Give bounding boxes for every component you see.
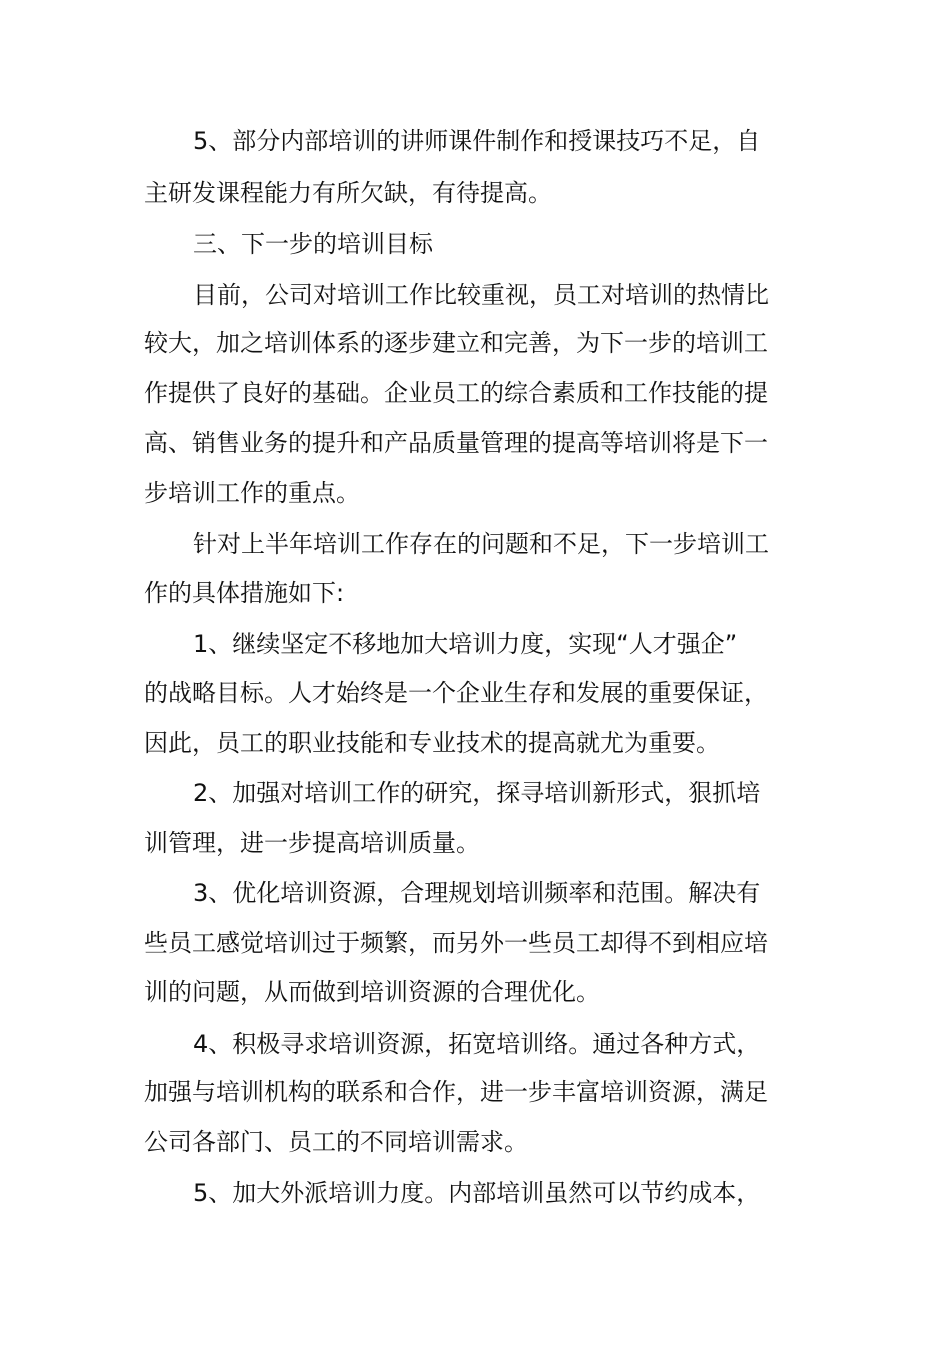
- text-line-4: 目前，公司对培训工作比较重视，员工对培训的热情比: [193, 281, 769, 309]
- text-line-2: 主研发课程能力有所欠缺，有待提高。: [144, 179, 552, 207]
- text-line-12: 的战略目标。人才始终是一个企业生存和发展的重要保证，: [144, 679, 768, 707]
- text-line-19: 4、积极寻求培训资源，拓宽培训络。通过各种方式，: [193, 1030, 761, 1058]
- text-line-13: 因此，员工的职业技能和专业技术的提高就尤为重要。: [144, 729, 720, 757]
- text-line-9: 针对上半年培训工作存在的问题和不足，下一步培训工: [193, 530, 769, 558]
- text-line-5: 较大，加之培训体系的逐步建立和完善，为下一步的培训工: [144, 329, 768, 357]
- text-line-20: 加强与培训机构的联系和合作，进一步丰富培训资源，满足: [144, 1078, 768, 1106]
- text-line-7: 高、销售业务的提升和产品质量管理的提高等培训将是下一: [144, 429, 768, 457]
- text-line-11: 1、继续坚定不移地加大培训力度，实现“人才强企”: [193, 630, 738, 658]
- text-line-1: 5、部分内部培训的讲师课件制作和授课技巧不足，自: [193, 127, 761, 155]
- text-line-18: 训的问题，从而做到培训资源的合理优化。: [144, 978, 600, 1006]
- text-line-8: 步培训工作的重点。: [144, 479, 360, 507]
- text-line-15: 训管理，进一步提高培训质量。: [144, 829, 480, 857]
- text-line-22: 5、加大外派培训力度。内部培训虽然可以节约成本，: [193, 1179, 761, 1207]
- text-line-14: 2、加强对培训工作的研究，探寻培训新形式，狠抓培: [193, 779, 761, 807]
- text-line-10: 作的具体措施如下:: [144, 579, 345, 607]
- text-line-21: 公司各部门、员工的不同培训需求。: [144, 1128, 528, 1156]
- text-line-16: 3、优化培训资源，合理规划培训频率和范围。解决有: [193, 879, 761, 907]
- text-line-6: 作提供了良好的基础。企业员工的综合素质和工作技能的提: [144, 379, 768, 407]
- text-line-17: 些员工感觉培训过于频繁，而另外一些员工却得不到相应培: [144, 929, 768, 957]
- section-heading: 三、下一步的培训目标: [193, 230, 433, 258]
